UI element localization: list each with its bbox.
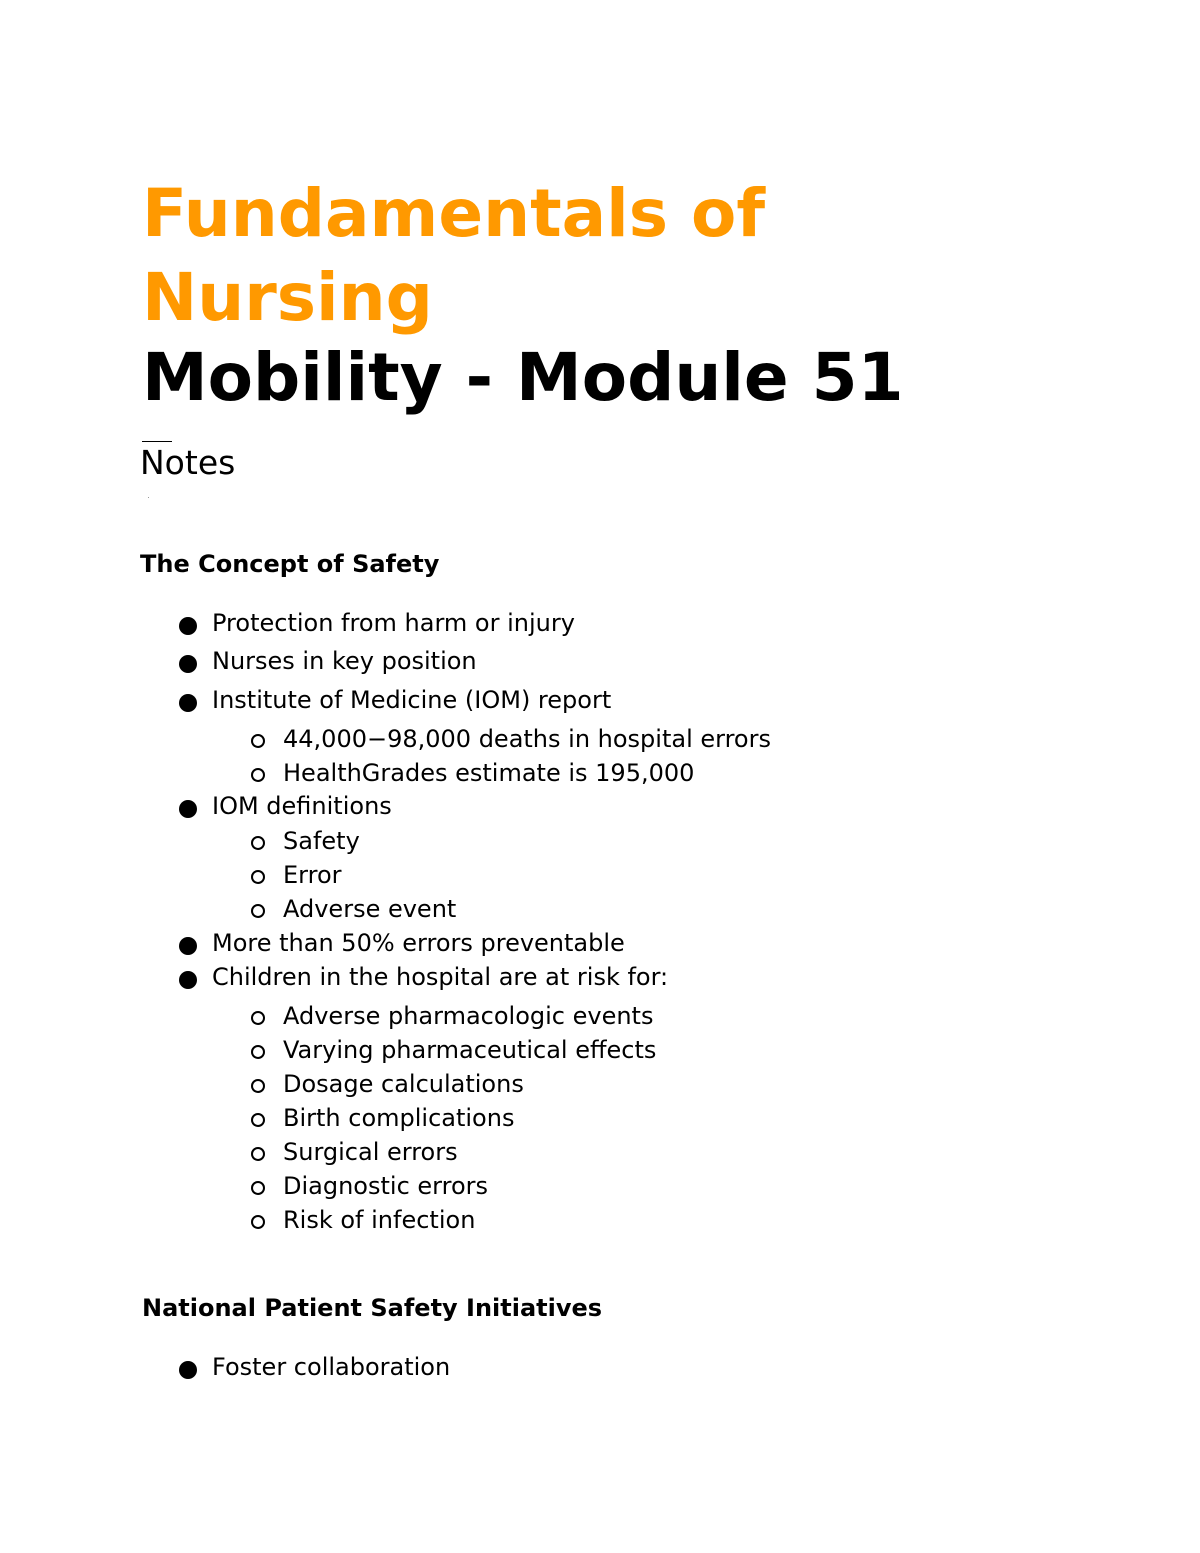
sub-list-item: 44,000−98,000 deaths in hospital errors bbox=[283, 725, 771, 753]
section-heading-national-patient-safety: National Patient Safety Initiatives bbox=[142, 1294, 603, 1322]
list-item: IOM definitions bbox=[212, 792, 392, 820]
sub-list-item: Adverse event bbox=[283, 895, 457, 923]
sub-bullet-icon bbox=[251, 1215, 265, 1229]
sub-bullet-icon bbox=[251, 1113, 265, 1127]
list-item: Children in the hospital are at risk for: bbox=[212, 963, 669, 991]
sub-bullet-icon bbox=[251, 1045, 265, 1059]
sub-bullet-icon bbox=[251, 836, 265, 850]
sub-bullet-icon bbox=[251, 734, 265, 748]
document-title-line-1: Fundamentals of bbox=[142, 175, 766, 252]
notes-rule bbox=[142, 441, 172, 442]
sub-list-item: Birth complications bbox=[283, 1104, 515, 1132]
sub-bullet-icon bbox=[251, 1079, 265, 1093]
list-item: Protection from harm or injury bbox=[212, 609, 575, 637]
sub-list-item: Dosage calculations bbox=[283, 1070, 524, 1098]
list-item: Foster collaboration bbox=[212, 1353, 451, 1381]
document-subtitle: Mobility - Module 51 bbox=[142, 339, 904, 416]
notes-label: Notes bbox=[140, 443, 236, 482]
sub-bullet-icon bbox=[251, 1011, 265, 1025]
bullet-icon bbox=[179, 800, 197, 818]
section-heading-concept-of-safety: The Concept of Safety bbox=[140, 550, 440, 578]
bullet-icon bbox=[179, 694, 197, 712]
list-item: Institute of Medicine (IOM) report bbox=[212, 686, 612, 714]
bullet-icon bbox=[179, 655, 197, 673]
decorative-dot bbox=[148, 497, 149, 498]
sub-list-item: Surgical errors bbox=[283, 1138, 458, 1166]
bullet-icon bbox=[179, 617, 197, 635]
sub-list-item: Adverse pharmacologic events bbox=[283, 1002, 654, 1030]
sub-list-item: Error bbox=[283, 861, 342, 889]
sub-list-item: HealthGrades estimate is 195,000 bbox=[283, 759, 695, 787]
sub-bullet-icon bbox=[251, 870, 265, 884]
list-item: More than 50% errors preventable bbox=[212, 929, 625, 957]
sub-bullet-icon bbox=[251, 1147, 265, 1161]
bullet-icon bbox=[179, 971, 197, 989]
sub-list-item: Varying pharmaceutical effects bbox=[283, 1036, 657, 1064]
bullet-icon bbox=[179, 1361, 197, 1379]
sub-list-item: Safety bbox=[283, 827, 360, 855]
sub-list-item: Risk of infection bbox=[283, 1206, 476, 1234]
document-title-line-2: Nursing bbox=[142, 259, 433, 336]
sub-bullet-icon bbox=[251, 768, 265, 782]
sub-list-item: Diagnostic errors bbox=[283, 1172, 488, 1200]
sub-bullet-icon bbox=[251, 1181, 265, 1195]
bullet-icon bbox=[179, 937, 197, 955]
list-item: Nurses in key position bbox=[212, 647, 477, 675]
sub-bullet-icon bbox=[251, 904, 265, 918]
